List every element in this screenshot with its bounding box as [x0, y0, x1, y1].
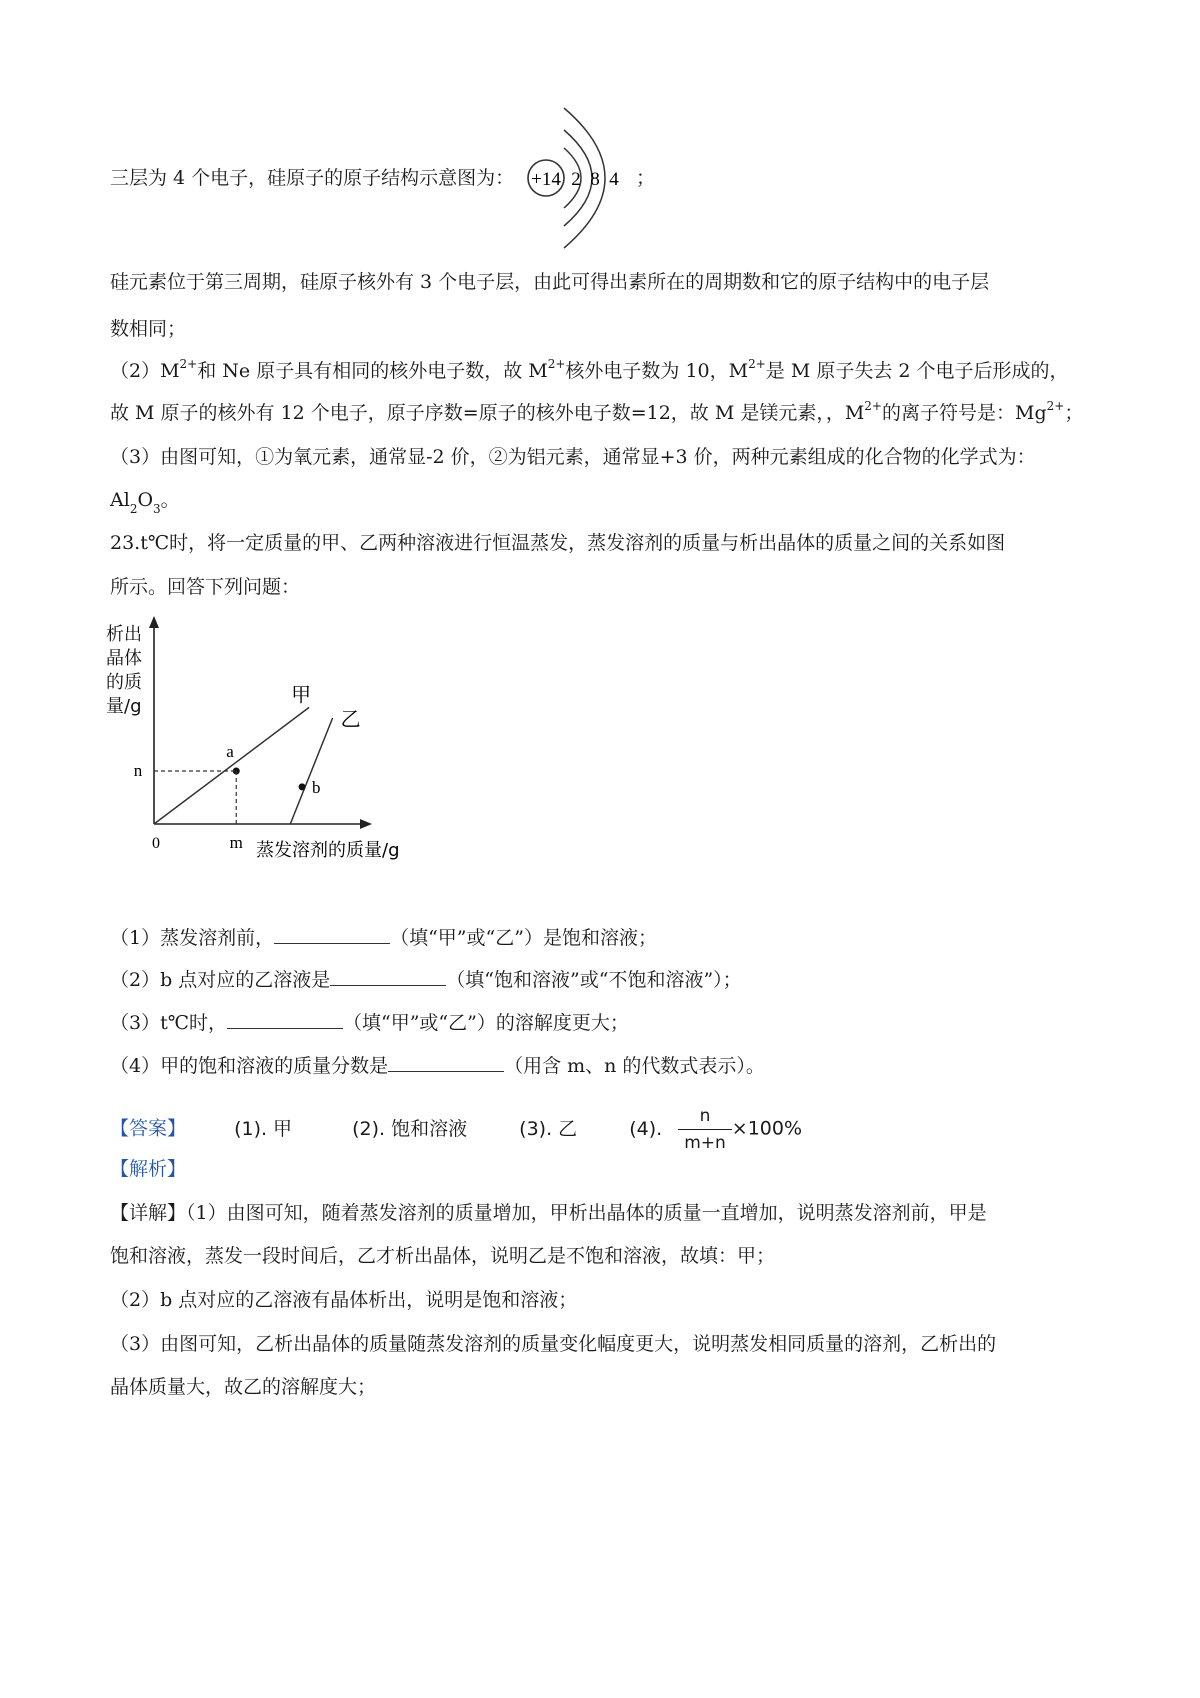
q2-sup-d: 2+ — [864, 398, 882, 413]
formula-al: Al — [110, 489, 130, 511]
q23-line-1: 23.t℃时，将一定质量的甲、乙两种溶液进行恒温蒸发，蒸发溶剂的质量与析出晶体的质量之间的关系如图 — [110, 532, 1006, 554]
fraction-denominator: m+n — [684, 1133, 726, 1153]
fraction-tail: ×100% — [731, 1117, 803, 1140]
q2-text-e: 故 M 原子的核外有 12 个电子，原子序数=原子的核外电子数=12，故 M 是镁元素，，M — [110, 402, 865, 424]
q2-sup-e: 2+ — [1046, 398, 1065, 413]
shell-count-1: 2 — [571, 169, 581, 190]
subq-2 — [110, 967, 742, 993]
origin-label: 0 — [152, 835, 160, 852]
answer-2: (2). 饱和溶液 — [352, 1117, 468, 1140]
subq-4-pre: （4）甲的饱和溶液的质量分数是 — [110, 1055, 389, 1077]
y-axis-arrow — [149, 616, 159, 628]
detail-line-4: （3）由图可知，乙析出晶体的质量随蒸发溶剂的质量变化幅度更大，说明蒸发相同质量的溶剂，乙析出的 — [110, 1333, 997, 1355]
ylabel-line-4: 量/g — [106, 696, 142, 717]
silicon-atom-diagram — [520, 100, 630, 250]
series-label-1: 甲 — [291, 682, 312, 707]
q2-text-b: 和 Ne 原子具有相同的核外电子数，故 M — [197, 360, 548, 382]
q2-text-d: 是 M 原子失去 2 个电子后形成的， — [765, 360, 1069, 382]
intro-line-2: 硅元素位于第三周期，硅原子核外有 3 个电子层，由此可得出素所在的周期数和它的原子结构中的电子层 — [110, 271, 990, 293]
shell-count-2: 8 — [590, 169, 600, 190]
x-axis-arrow — [360, 819, 372, 829]
subq-3 — [110, 1010, 629, 1036]
analysis-label: 【解析】 — [110, 1158, 187, 1180]
intro-text: 三层为 4 个电子，硅原子的原子结构示意图为： — [110, 167, 515, 189]
subq-2-post: （填“饱和溶液”或“不饱和溶液”）； — [446, 969, 742, 991]
intro-tail: ； — [636, 167, 656, 189]
series-line-2 — [290, 718, 332, 824]
q2-text-a: （2）M — [110, 360, 180, 382]
q23-line-2: 所示。回答下列问题： — [110, 576, 301, 598]
subq-1-pre: （1）蒸发溶剂前， — [110, 927, 275, 949]
q2-text-c: 核外电子数为 10，M — [565, 360, 749, 382]
x-axis-label: 蒸发溶剂的质量/g — [256, 840, 400, 861]
q2-sup-c: 2+ — [748, 356, 766, 371]
answer-4: (4). — [629, 1117, 663, 1140]
ylabel-line-3: 的质 — [106, 672, 142, 693]
shell-count-3: 4 — [609, 169, 619, 190]
evaporation-chart — [100, 610, 440, 870]
subq-2-pre: （2）b 点对应的乙溶液是 — [110, 969, 331, 991]
fraction-numerator: n — [678, 1103, 732, 1130]
q2-text-f: 的离子符号是：Mg — [882, 402, 1047, 424]
nucleus-label: +14 — [531, 169, 561, 190]
detail-line-5: 晶体质量大，故乙的溶解度大； — [110, 1376, 377, 1398]
answer-blank-2[interactable] — [330, 967, 446, 986]
q2-line-1 — [110, 358, 1068, 384]
q2-sup-b: 2+ — [547, 356, 566, 371]
detail-label: 【详解】 — [110, 1202, 187, 1224]
point-label-b: b — [312, 777, 321, 797]
formula-sub-2: 3 — [153, 501, 161, 516]
answer-blank-1[interactable] — [274, 925, 390, 944]
q3-line-1: （3）由图可知，①为氧元素，通常显-2 价，②为铝元素，通常显+3 价，两种元素组成的化合物的化学式为： — [110, 446, 1036, 468]
point-b — [299, 783, 306, 790]
formula-o: O — [137, 489, 154, 511]
formula-sub-1: 2 — [129, 501, 138, 516]
series-label-2: 乙 — [340, 707, 361, 731]
subq-3-pre: （3）t℃时， — [110, 1012, 227, 1034]
detail-line-1 — [110, 1200, 987, 1226]
detail-line-3: （2）b 点对应的乙溶液有晶体析出，说明是饱和溶液； — [110, 1289, 578, 1311]
intro-line-1 — [110, 165, 514, 191]
answer-3: (3). 乙 — [519, 1117, 578, 1140]
y-axis-label — [106, 624, 142, 717]
ylabel-line-1: 析出 — [106, 624, 142, 645]
subq-1-post: （填“甲”或“乙”）是饱和溶液； — [390, 927, 657, 949]
subq-1 — [110, 925, 657, 951]
q3-line-2 — [110, 487, 180, 516]
point-label-a: a — [226, 742, 234, 761]
subq-4-post: （用含 m、n 的代数式表示）。 — [504, 1055, 765, 1077]
q2-line-2 — [110, 400, 1083, 426]
ylabel-line-2: 晶体 — [106, 648, 142, 669]
answer-1: (1). 甲 — [234, 1117, 293, 1140]
y-tick-label-n: n — [133, 761, 143, 780]
answer-blank-3[interactable] — [227, 1010, 343, 1029]
detail-text-1: （1）由图可知，随着蒸发溶剂的质量增加，甲析出晶体的质量一直增加，说明蒸发溶剂前，甲是 — [186, 1202, 987, 1224]
answer-fraction — [678, 1103, 732, 1156]
q2-sup-a: 2+ — [179, 356, 198, 371]
subq-3-post: （填“甲”或“乙”）的溶解度更大； — [342, 1012, 629, 1034]
x-tick-label-m: m — [229, 833, 243, 852]
answer-row — [110, 1103, 802, 1156]
intro-line-3: 数相同； — [110, 318, 187, 340]
answer-label: 【答案】 — [110, 1117, 187, 1140]
series-line-1 — [154, 707, 309, 824]
answer-blank-4[interactable] — [388, 1053, 504, 1072]
q2-text-g: ； — [1064, 402, 1084, 424]
formula-tail: 。 — [160, 489, 180, 511]
detail-line-2: 饱和溶液，蒸发一段时间后，乙才析出晶体，说明乙是不饱和溶液，故填：甲； — [110, 1245, 776, 1267]
subq-4 — [110, 1053, 765, 1079]
